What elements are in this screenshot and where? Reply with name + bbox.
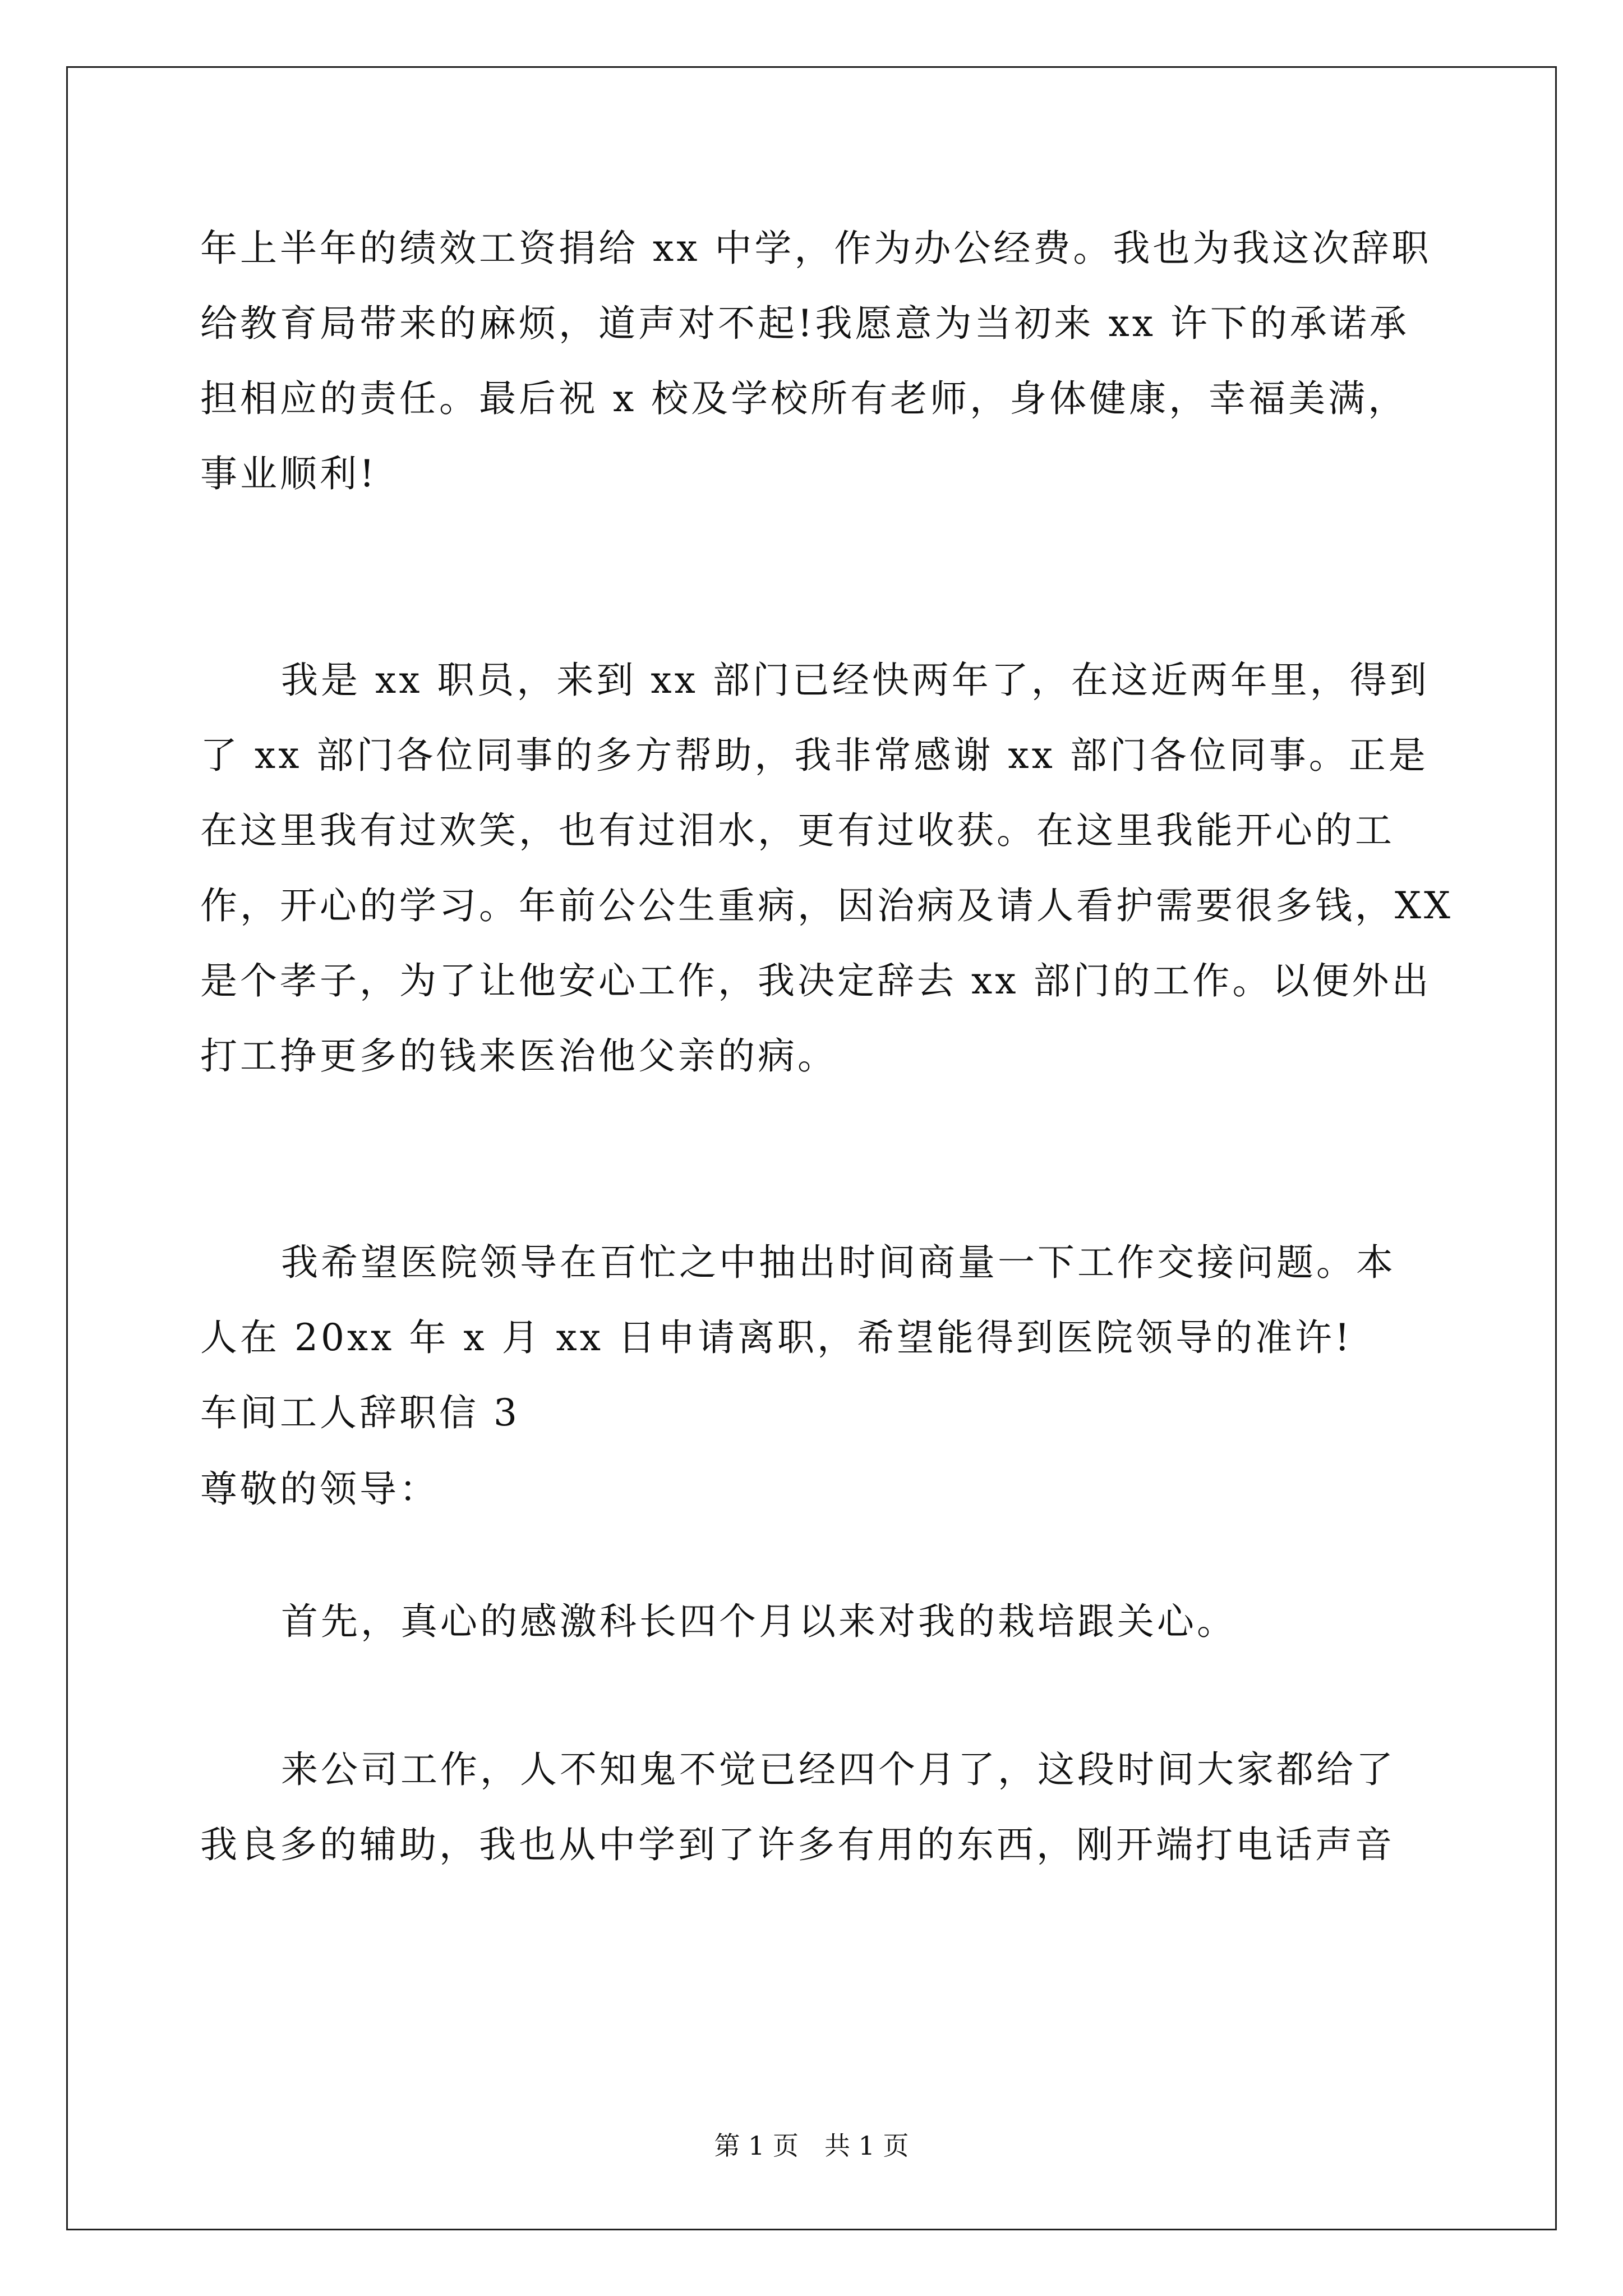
text-line: 给教育局带来的麻烦，道声对不起!我愿意为当初来 xx 许下的承诺承 xyxy=(200,302,1409,345)
text-line: 在这里我有过欢笑，也有过泪水，更有过收获。在这里我能开心的工 xyxy=(200,809,1395,852)
text-line: 了 xx 部门各位同事的多方帮助，我非常感谢 xx 部门各位同事。正是 xyxy=(200,734,1428,777)
salutation: 尊敬的领导： xyxy=(200,1467,439,1511)
text-line: 打工挣更多的钱来医治他父亲的病。 xyxy=(200,1034,837,1078)
text-line: 是个孝子，为了让他安心工作，我决定辞去 xx 部门的工作。以便外出 xyxy=(200,959,1432,1002)
text-line: 我良多的辅助，我也从中学到了许多有用的东西，刚开端打电话声音 xyxy=(200,1823,1395,1866)
text-line: 事业顺利! xyxy=(200,452,377,495)
section-heading: 车间工人辞职信 3 xyxy=(200,1391,520,1434)
paragraph-start: 首先，真心的感激科长四个月以来对我的栽培跟关心。 xyxy=(281,1600,1237,1643)
paragraph-start: 来公司工作，人不知鬼不觉已经四个月了，这段时间大家都给了 xyxy=(281,1748,1396,1791)
paragraph-start: 我希望医院领导在百忙之中抽出时间商量一下工作交接问题。本 xyxy=(281,1241,1396,1284)
text-line: 作，开心的学习。年前公公生重病，因治病及请人看护需要很多钱，XX xyxy=(200,884,1453,927)
page-number: 第 1 页 共 1 页 xyxy=(714,2131,909,2161)
text-line: 人在 20xx 年 x 月 xx 日申请离职，希望能得到医院领导的准许! xyxy=(200,1316,1353,1359)
paragraph-start: 我是 xx 职员，来到 xx 部门已经快两年了，在这近两年里，得到 xyxy=(281,659,1430,702)
text-line: 担相应的责任。最后祝 x 校及学校所有老师，身体健康，幸福美满， xyxy=(200,377,1408,420)
text-line: 年上半年的绩效工资捐给 xx 中学，作为办公经费。我也为我这次辞职 xyxy=(200,227,1432,270)
